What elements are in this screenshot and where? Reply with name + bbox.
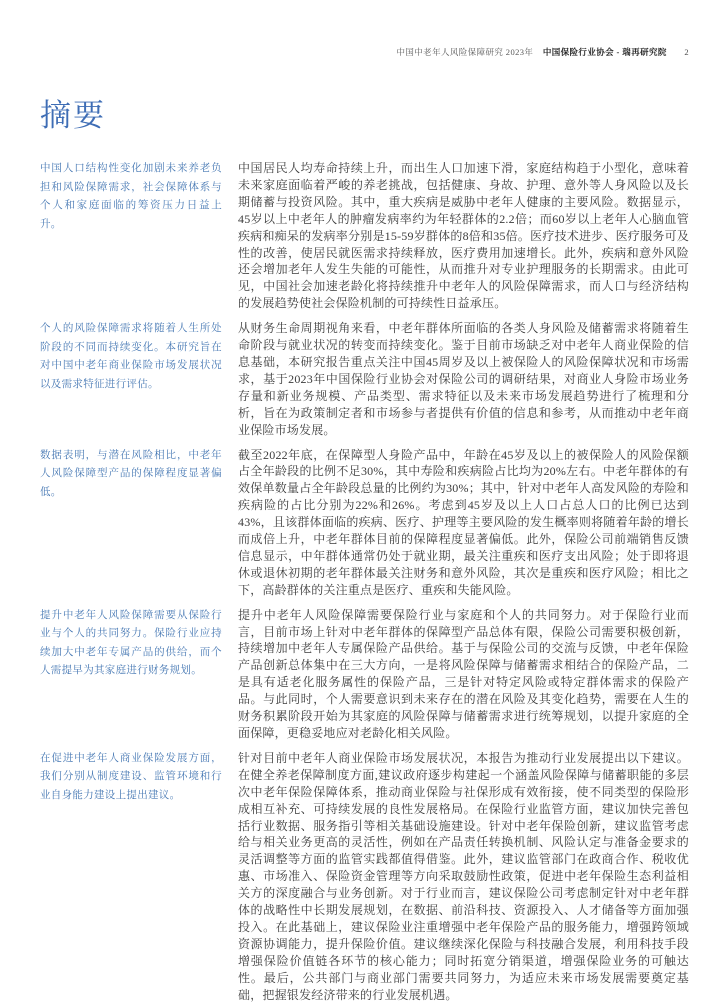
abstract-content: [40, 160, 689, 1004]
publisher-name: 中国保险行业协会 - 瑞再研究院: [542, 47, 667, 57]
body-paragraph: 中国居民人均寿命持续上升，而出生人口加速下滑，家庭结构趋于小型化，意味着未来家庭面临着严峻的养老挑战，包括健康、身故、护理、意外等人身风险以及长期储蓄与投资风险。其中，重大疾病是威胁中老年人健康的主要风险。数据显示，45岁以上中老年人的肿瘤发病率约为年轻群体的2.2倍；而60岁以上老年人心脑血管疾病和痴呆的发病率分别是15-59岁群体的8倍和35倍。医疗技术进步、医疗服务可及性的改善，使居民就医需求持续释放，医疗费用加速增长。此外，疾病和意外风险还会增加老年人发生失能的可能性，从而推升对专业护理服务的长期需求。由此可见，中国社会加速老龄化将持续推升中老年人的风险保障需求，而人口与经济结构的发展趋势使社会保险机制的可持续性日益承压。: [238, 161, 689, 311]
body-paragraph: 截至2022年底，在保障型人身险产品中，年龄在45岁及以上的被保险人的风险保额占全年龄段的比例不足30%，其中寿险和疾病险占比均为20%左右。中老年群体的有效保单数量占全年龄段总量的比例约为30%；其中，针对中老年人高发风险的寿险和疾病险的占比分别为22%和26%。考虑到45岁及以上人口占总人口的比例已达到43%，且该群体面临的疾病、医疗、护理等主要风险的发生概率则将随着年龄的增长而成倍上升，中老年群体目前的保障程度显著偏低。此外，保险公司前端销售反馈信息显示，中年群体通常仍处于就业期，最关注重疾和医疗支出风险；处于即将退休或退休初期的老年群体最关注财务和意外风险，其次是重疾和医疗风险；相比之下，高龄群体的关注重点是医疗、重疾和失能风险。: [238, 447, 689, 597]
section-industry-individual: [40, 607, 689, 742]
running-title: 中国中老年人风险保障研究 2023年: [396, 47, 534, 57]
section-recommendations: [40, 750, 689, 1004]
section-coverage-gap: [40, 447, 689, 599]
margin-summary: 个人的风险保障需求将随着人生所处阶段的不同而持续变化。本研究旨在对中国中老年商业保险市场发展状况以及需求特征进行评估。: [40, 323, 222, 390]
margin-summary: 提升中老年人风险保障需要从保险行业与个人的共同努力。保险行业应持续加大中老年专属产品的供给，而个人需提早为其家庭进行财务规划。: [40, 609, 222, 677]
page-title: 摘要: [40, 98, 106, 133]
section-lifecycle: [40, 320, 689, 438]
section-demographics: [40, 160, 689, 312]
margin-summary: 数据表明，与潜在风险相比，中老年人风险保障型产品的保障程度显著偏低。: [40, 449, 222, 498]
page-number: 2: [684, 47, 689, 57]
body-paragraph: 提升中老年人风险保障需要保险行业与家庭和个人的共同努力。对于保险行业而言，目前市场上针对中老年群体的保障型产品总体有限，保险公司需要积极创新，持续增加中老年人专属保险产品供给。基于与保险公司的交流与反馈，中老年保险产品创新总体集中在三大方向，一是将风险保障与储蓄需求相结合的保险产品，二是具有适老化服务属性的保险产品，三是针对特定风险或特定群体需求的保险产品。与此同时，个人需要意识到未来存在的潜在风险及其变化趋势，需要在人生的财务积累阶段开始为其家庭的风险保障与储蓄需求进行统筹规划，以提升家庭的全面保障，更稳妥地应对老龄化相关风险。: [238, 607, 689, 740]
body-paragraph: 从财务生命周期视角来看，中老年群体所面临的各类人身风险及储蓄需求将随着生命阶段与就业状况的转变而持续变化。鉴于目前市场缺乏对中老年人商业保险的信息基础，本研究报告重点关注中国45周岁及以上被保险人的风险保障状况和市场需求，基于2023年中国保险行业协会对保险公司的调研结果，对商业人身险市场业务存量和新业务规模、产品类型、需求特征以及未来市场发展趋势进行了梳理和分析，旨在为政策制定者和市场参与者提供有价值的信息和参考，从而推动中老年商业保险市场发展。: [238, 321, 689, 437]
margin-summary: 中国人口结构性变化加剧未来养老负担和风险保障需求，社会保障体系与个人和家庭面临的筹资压力日益上升。: [40, 163, 222, 230]
body-paragraph: 针对目前中老年人商业保险市场发展状况，本报告为推动行业发展提出以下建议。在健全养老保障制度方面,建议政府逐步构建起一个涵盖风险保障与储蓄职能的多层次中老年保险保障体系，推动商业保险与社保形成有效衔接，使不同类型的保险形成相互补充、可持续发展的良性发展格局。在保险行业监管方面，建议加快完善包括行业数据、服务指引等相关基础设施建设。针对中老年保险创新，建议监管考虑给与相关业务更高的灵活性，例如在产品责任转换机制、风险认定与准备金要求的灵活调整等方面的监管实践都值得借鉴。此外，建议监管部门在政商合作、税收优惠、市场准入、保险资金管理等方向采取鼓励性政策，促进中老年保险生态利益相关方的深度融合与业务创新。对于行业而言，建议保险公司考虑制定针对中老年群体的战略性中长期发展规划，在数据、前沿科技、资源投入、人才储备等方面加强投入。在此基础上，建议保险业注重增强中老年保险产品的服务能力，增强跨领域资源协调能力，提升保险价值。建议继续深化保险与科技融合发展，利用科技手段增强保险价值链各环节的核心能力；同时拓宽分销渠道，增强保险业务的可触达性。最后，公共部门与商业部门需要共同努力，为适应未来市场发展需要奠定基础，把握银发经济带来的行业发展机遇。: [238, 750, 689, 1002]
page-header: [40, 46, 689, 58]
margin-summary: 在促进中老年人商业保险发展方面，我们分别从制度建设、监管环境和行业自身能力建设上提出建议。: [40, 752, 222, 801]
